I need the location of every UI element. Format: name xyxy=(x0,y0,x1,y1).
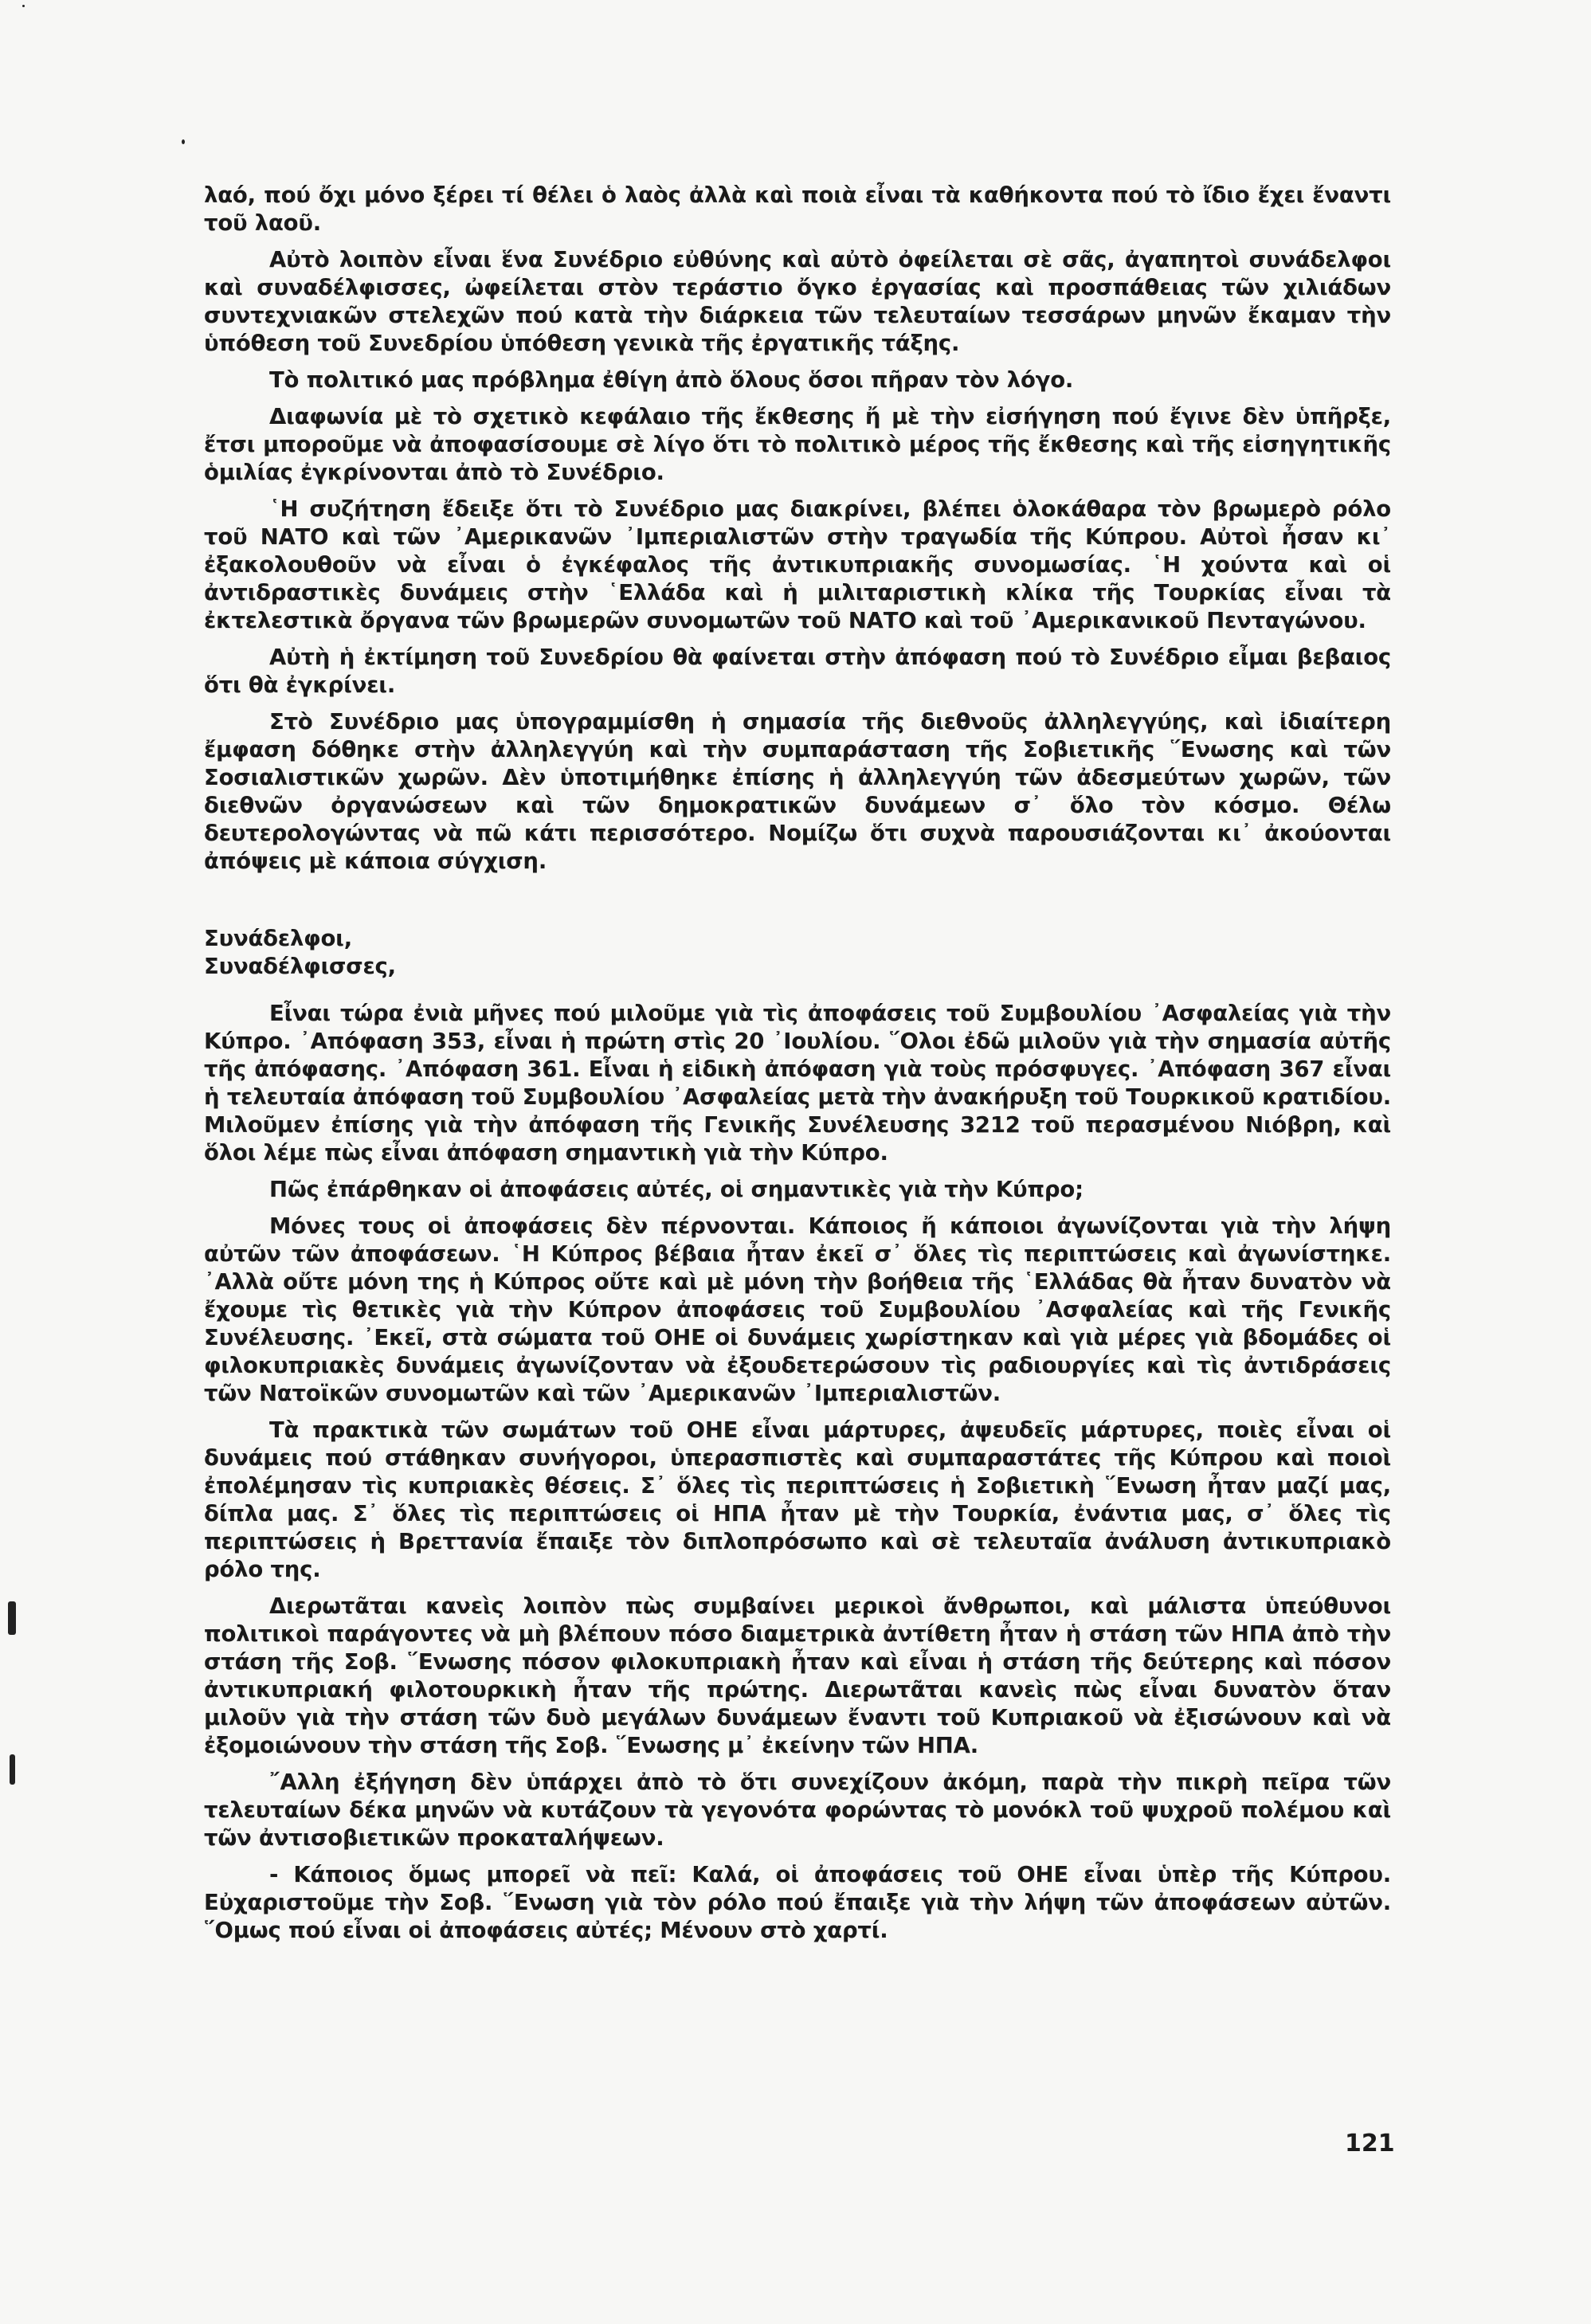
paragraph: Στὸ Συνέδριο μας ὑπογραμμίσθη ἡ σημασία τῆς διεθνοῦς ἀλληλεγγύης, καὶ ἰδιαίτερη ἔμφαση δόθηκε στὴν ἀλληλεγγύη καὶ τὴν συμπαράσταση τῆς Σοβιετικῆς ῞Ενωσης καὶ τῶν Σοσιαλιστικῶν χωρῶν. Δὲν ὑποτιμήθηκε ἐπίσης ἡ ἀλληλεγγύη τῶν ἀδεσμεύτων χωρῶν, τῶν διεθνῶν ὀργανώσεων καὶ τῶν δημοκρατικῶν δυνάμεων σ᾿ ὅλο τὸν κόσμο. Θέλω δευτερολογώντας νὰ πῶ κάτι περισσότερο. Νομίζω ὅτι συχνὰ παρουσιάζονται κι᾿ ἀκούονται ἀπόψεις μὲ κάποια σύγχιση. xyxy=(204,709,1391,874)
paragraph: Εἶναι τώρα ἐνιὰ μῆνες πού μιλοῦμε γιὰ τὶς ἀποφάσεις τοῦ Συμβουλίου ᾿Ασφαλείας γιὰ τὴν Κύπρο. ᾿Απόφαση 353, εἶναι ἡ πρώτη στὶς 20 ᾿Ιουλίου. ῞Ολοι ἐδῶ μιλοῦν γιὰ τὴν σημασία αὐτῆς τῆς ἀπόφασης. ᾿Απόφαση 361. Εἶναι ἡ εἰδικὴ ἀπόφαση γιὰ τοὺς πρόσφυγες. ᾿Απόφαση 367 εἶναι ἡ τελευταία ἀπόφαση τοῦ Συμβουλίου ᾿Ασφαλείας μετὰ τὴν ἀνακήρυξη τοῦ Τουρκικοῦ κρατιδίου. Μιλοῦμεν ἐπίσης γιὰ τὴν ἀπόφαση τῆς Γενικῆς Συνέλευσης 3212 τοῦ περασμένου Νιόβρη, καὶ ὅλοι λέμε πὼς εἶναι ἀπόφαση σημαντικὴ γιὰ τὴν Κύπρο. xyxy=(204,1001,1391,1166)
scan-mark xyxy=(10,1754,15,1785)
scan-speck xyxy=(22,5,25,7)
salutation xyxy=(204,925,1391,981)
paragraph: - Κάποιος ὅμως μπορεῖ νὰ πεῖ: Καλά, οἱ ἀποφάσεις τοῦ ΟΗΕ εἶναι ὑπὲρ τῆς Κύπρου. Εὐχαριστοῦμε τὴν Σοβ. ῞Ενωση γιὰ τὸν ρόλο πού ἔπαιξε γιὰ τὴν λήψη τῶν ἀποφάσεων αὐτῶν. ῞Ομως πού εἶναι οἱ ἀποφάσεις αὐτές; Μένουν στὸ χαρτί. xyxy=(204,1862,1391,1943)
scan-mark xyxy=(8,1601,16,1635)
paragraph: Τὸ πολιτικό μας πρόβλημα ἐθίγη ἀπὸ ὅλους ὅσοι πῆραν τὸν λόγο. xyxy=(269,367,1074,393)
paragraph: Μόνες τους οἱ ἀποφάσεις δὲν πέρνονται. Κάποιος ἤ κάποιοι ἀγωνίζονται γιὰ τὴν λήψη αὐτῶν τῶν ἀποφάσεων. ῾Η Κύπρος βέβαια ἦταν ἐκεῖ σ᾿ ὅλες τὶς περιπτώσεις καὶ ἀγωνίστηκε. ᾿Αλλὰ οὔτε μόνη της ἡ Κύπρος οὔτε καὶ μὲ μόνη τὴν βοήθεια τῆς ῾Ελλάδας θὰ ἦταν δυνατὸν νὰ ἔχουμε τὶς θετικὲς γιὰ τὴν Κύπρον ἀποφάσεις τοῦ Συμβουλίου ᾿Ασφαλείας καὶ τῆς Γενικῆς Συνέλευσης. ᾿Εκεῖ, στὰ σώματα τοῦ ΟΗΕ οἱ δυνάμεις χωρίστηκαν καὶ γιὰ μέρες γιὰ βδομάδες οἱ φιλοκυπριακὲς δυνάμεις ἀγωνίζονταν νὰ ἐξουδετερώσουν τὶς ραδιουργίες καὶ τὶς ἀντιδράσεις τῶν Νατοϊκῶν συνομωτῶν καὶ τῶν ᾿Αμερικανῶν ᾿Ιμπεριαλιστῶν. xyxy=(204,1213,1391,1406)
paragraph: Αὐτὸ λοιπὸν εἶναι ἕνα Συνέδριο εὐθύνης καὶ αὐτὸ ὀφείλεται σὲ σᾶς, ἀγαπητοὶ συνάδελφοι καὶ συναδέλφισσες, ὠφείλεται στὸν τεράστιο ὄγκο ἐργασίας καὶ προσπάθειας τῶν χιλιάδων συντεχνιακῶν στελεχῶν πού κατὰ τὴν διάρκεια τῶν τελευταίων τεσσάρων μηνῶν ἔκαμαν τὴν ὑπόθεση τοῦ Συνεδρίου ὑπόθεση γενικὰ τῆς ἐργατικῆς τάξης. xyxy=(204,247,1391,356)
paragraph: Αὐτὴ ἡ ἐκτίμηση τοῦ Συνεδρίου θὰ φαίνεται στὴν ἀπόφαση πού τὸ Συνέδριο εἶμαι βεβαιος ὅτι θὰ ἐγκρίνει. xyxy=(204,645,1391,698)
paragraph: Διερωτᾶται κανεὶς λοιπὸν πὼς συμβαίνει μερικοὶ ἄνθρωποι, καὶ μάλιστα ὑπεύθυνοι πολιτικοὶ παράγοντες νὰ μὴ βλέπουν πόσο διαμετρικὰ ἀντίθετη ἦταν ἡ στάση τῶν ΗΠΑ ἀπὸ τὴν στάση τῆς Σοβ. ῞Ενωσης πόσον φιλοκυπριακὴ ἦταν καὶ εἶναι ἡ στάση τῆς δεύτερης καὶ πόσον ἀντικυπριακή φιλοτουρκικὴ ἦταν τῆς πρώτης. Διερωτᾶται κανεὶς πὼς εἶναι δυνατὸν ὅταν μιλοῦν γιὰ τὴν στάση τῶν δυὸ μεγάλων δυνάμεων ἔναντι τοῦ Κυπριακοῦ νὰ ἐξισώνουν καὶ νὰ ἐξομοιώνουν τὴν στάση τῆς Σοβ. ῞Ενωσης μ᾿ ἐκείνην τῶν ΗΠΑ. xyxy=(204,1593,1391,1758)
paragraph: Τὰ πρακτικὰ τῶν σωμάτων τοῦ ΟΗΕ εἶναι μάρτυρες, ἀψευδεῖς μάρτυρες, ποιὲς εἶναι οἱ δυνάμεις πού στάθηκαν συνήγοροι, ὑπερασπιστὲς καὶ συμπαραστάτες τῆς Κύπρου καὶ ποιοὶ ἐπολέμησαν τὶς κυπριακὲς θέσεις. Σ᾿ ὅλες τὶς περιπτώσεις ἡ Σοβιετικὴ ῞Ενωση ἦταν μαζί μας, δίπλα μας. Σ᾿ ὅλες τὶς περιπτώσεις οἱ ΗΠΑ ἦταν μὲ τὴν Τουρκία, ἐνάντια μας, σ᾿ ὅλες τὶς περιπτώσεις ἡ Βρεττανία ἔπαιξε τὸν διπλοπρόσωπο καὶ σὲ τελευταῖα ἀνάλυση ἀντικυπριακὸ ρόλο της. xyxy=(204,1417,1391,1582)
paragraph: Πῶς ἐπάρθηκαν οἱ ἀποφάσεις αὐτές, οἱ σημαντικὲς γιὰ τὴν Κύπρο; xyxy=(269,1177,1084,1202)
document-body xyxy=(204,182,1391,1954)
salutation-line: Συναδέλφισσες, xyxy=(204,954,396,979)
scan-speck xyxy=(182,139,185,144)
salutation-line: Συνάδελφοι, xyxy=(204,926,352,951)
paragraph: λαό, πού ὄχι μόνο ξέρει τί θέλει ὁ λαὸς ἀλλὰ καὶ ποιὰ εἶναι τὰ καθήκοντα πού τὸ ἴδιο ἔχει ἔναντι τοῦ λαοῦ. xyxy=(204,182,1391,236)
paragraph: ῎Αλλη ἐξήγηση δὲν ὑπάρχει ἀπὸ τὸ ὅτι συνεχίζουν ἀκόμη, παρὰ τὴν πικρὴ πεῖρα τῶν τελευταίων δέκα μηνῶν νὰ κυτάζουν τὰ γεγονότα φορώντας τὸ μονόκλ τοῦ ψυχροῦ πολέμου καὶ τῶν ἀντισοβιετικῶν προκαταλήψεων. xyxy=(204,1769,1391,1851)
page-number: 121 xyxy=(1345,2130,1395,2157)
paragraph: Διαφωνία μὲ τὸ σχετικὸ κεφάλαιο τῆς ἔκθεσης ἤ μὲ τὴν εἰσήγηση πού ἔγινε δὲν ὑπῆρξε, ἔτσι μποροῦμε νὰ ἀποφασίσουμε σὲ λίγο ὅτι τὸ πολιτικὸ μέρος τῆς ἔκθεσης καὶ τῆς εἰσηγητικῆς ὁμιλίας ἐγκρίνονται ἀπὸ τὸ Συνέδριο. xyxy=(204,404,1391,485)
paragraph: ῾Η συζήτηση ἔδειξε ὅτι τὸ Συνέδριο μας διακρίνει, βλέπει ὁλοκάθαρα τὸν βρωμερὸ ρόλο τοῦ ΝΑΤΟ καὶ τῶν ᾿Αμερικανῶν ᾿Ιμπεριαλιστῶν στὴν τραγωδία τῆς Κύπρου. Αὐτοὶ ἦσαν κι᾿ ἐξακολουθοῦν νὰ εἶναι ὁ ἐγκέφαλος τῆς ἀντικυπριακῆς συνομωσίας. ῾Η χούντα καὶ οἱ ἀντιδραστικὲς δυνάμεις στὴν ῾Ελλάδα καὶ ἡ μιλιταριστικὴ κλίκα τῆς Τουρκίας εἶναι τὰ ἐκτελεστικὰ ὄργανα τῶν βρωμερῶν συνομωτῶν τοῦ ΝΑΤΟ καὶ τοῦ ᾿Αμερικανικοῦ Πενταγώνου. xyxy=(204,496,1391,633)
